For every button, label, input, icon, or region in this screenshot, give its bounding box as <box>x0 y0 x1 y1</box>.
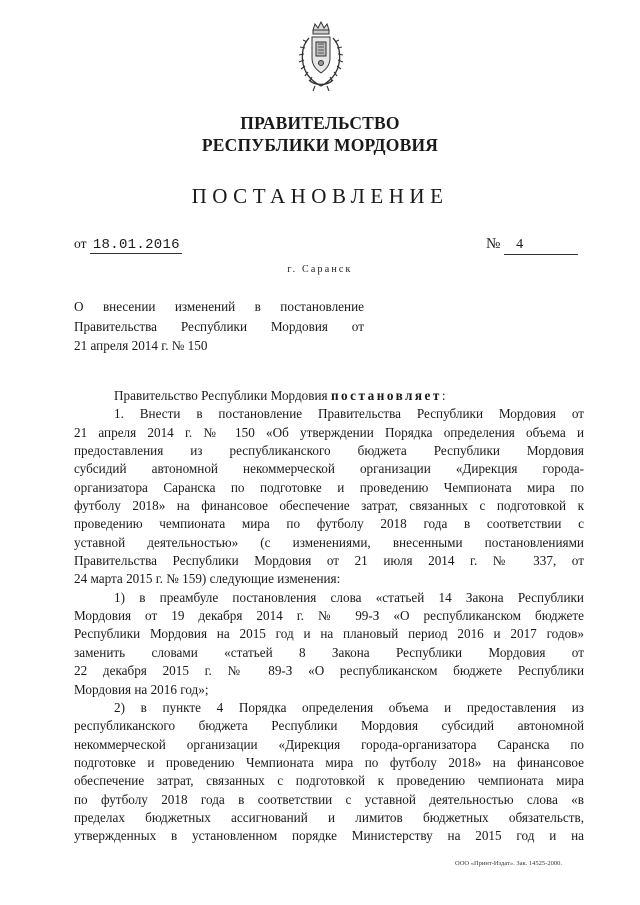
body-line: субсидий автономной некоммерческой организации «Дирекция города- <box>74 461 584 477</box>
body-line: 1) в преамбуле постановления слова «статьей 14 Закона Республики <box>114 589 584 605</box>
body-line: обеспечение затрат, связанных с подготовкой к проведению чемпионата мира <box>74 773 584 789</box>
body-intro-text: Правительство Республики Мордовия <box>114 388 328 403</box>
body-line: некоммерческой организации «Дирекция города-организатора Саранска по <box>74 736 584 752</box>
body-line: заменить словами «статьей 8 Закона Республики Мордовия от <box>74 644 584 660</box>
body-line: 21 апреля 2014 г. № 150 «Об утверждении Порядка определения объема и <box>74 424 584 440</box>
subject-line: Правительства Республики Мордовия от <box>74 318 364 334</box>
body-line: Республики Мордовия на 2015 год и на плановый период 2016 и 2017 годов» <box>74 626 584 642</box>
body-line: организатора Саранска по подготовке и проведению Чемпионата мира по <box>74 479 584 495</box>
body-line: 1. Внести в постановление Правительства Республики Мордовия от <box>114 406 584 422</box>
body-line: республиканского бюджета Республики Мордовия субсидий автономной <box>74 718 584 734</box>
org-name-line1: ПРАВИТЕЛЬСТВО <box>240 113 400 133</box>
body-line: футболу 2018» на финансовое обеспечение затрат, связанных с подготовкой к <box>74 498 584 514</box>
date-prefix: от <box>74 236 87 251</box>
body-line: Правительства Республики Мордовия от 21 июля 2014 г. № 337, от <box>74 553 584 569</box>
org-name-line2: РЕСПУБЛИКИ МОРДОВИЯ <box>201 135 439 155</box>
body-line: 24 марта 2015 г. № 159) следующие изменения: <box>74 571 341 587</box>
body-line: подготовке и проведению Чемпионата мира по футболу 2018» на финансовое <box>74 754 584 770</box>
city-name: г. Саранск <box>287 264 353 275</box>
body-line: 2) в пункте 4 Порядка определения объема и предоставления из <box>114 699 584 715</box>
body-line: предоставления из республиканского бюджета Республики Мордовия <box>74 443 584 459</box>
document-date <box>74 235 182 254</box>
body-intro-colon: : <box>441 388 446 403</box>
body-intro-line <box>74 387 584 405</box>
body-line: уставной деятельностью» (с изменениями, внесенными постановлениями <box>74 534 584 550</box>
document-body <box>74 387 584 846</box>
body-line: Мордовия на 2016 год»; <box>74 681 209 697</box>
date-value: 18.01.2016 <box>90 237 182 254</box>
body-line: по футболу 2018 года в соответствии с уставной деятельностью слова «в <box>74 791 584 807</box>
body-line: пределах бюджетных ассигнований и лимитов бюджетных обязательств, <box>74 809 584 825</box>
subject-line: О внесении изменений в постановление <box>74 299 364 314</box>
coat-of-arms-emblem-icon <box>295 20 347 92</box>
printer-imprint: ООО «Принт-Издат». Зак. 14525-2000. <box>455 860 562 867</box>
body-line: проведению чемпионата мира по футболу 2018 года в соответствии с <box>74 516 584 532</box>
body-line: утвержденных в установленном порядке Министерству на 2015 год и на <box>74 828 584 844</box>
body-line: 22 декабря 2015 г. № 89-З «О республиканском бюджете Республики <box>74 663 584 679</box>
body-line: Мордовия от 19 декабря 2014 г. № 99-З «О республиканском бюджете <box>74 608 584 624</box>
number-prefix: № <box>486 236 501 252</box>
number-value: 4 <box>504 236 578 255</box>
document-number <box>486 235 578 255</box>
document-type-title: ПОСТАНОВЛЕНИЕ <box>191 184 449 208</box>
body-intro-decree: постановляет <box>330 388 442 403</box>
document-subject <box>74 297 364 356</box>
subject-line: 21 апреля 2014 г. № 150 <box>74 338 208 353</box>
